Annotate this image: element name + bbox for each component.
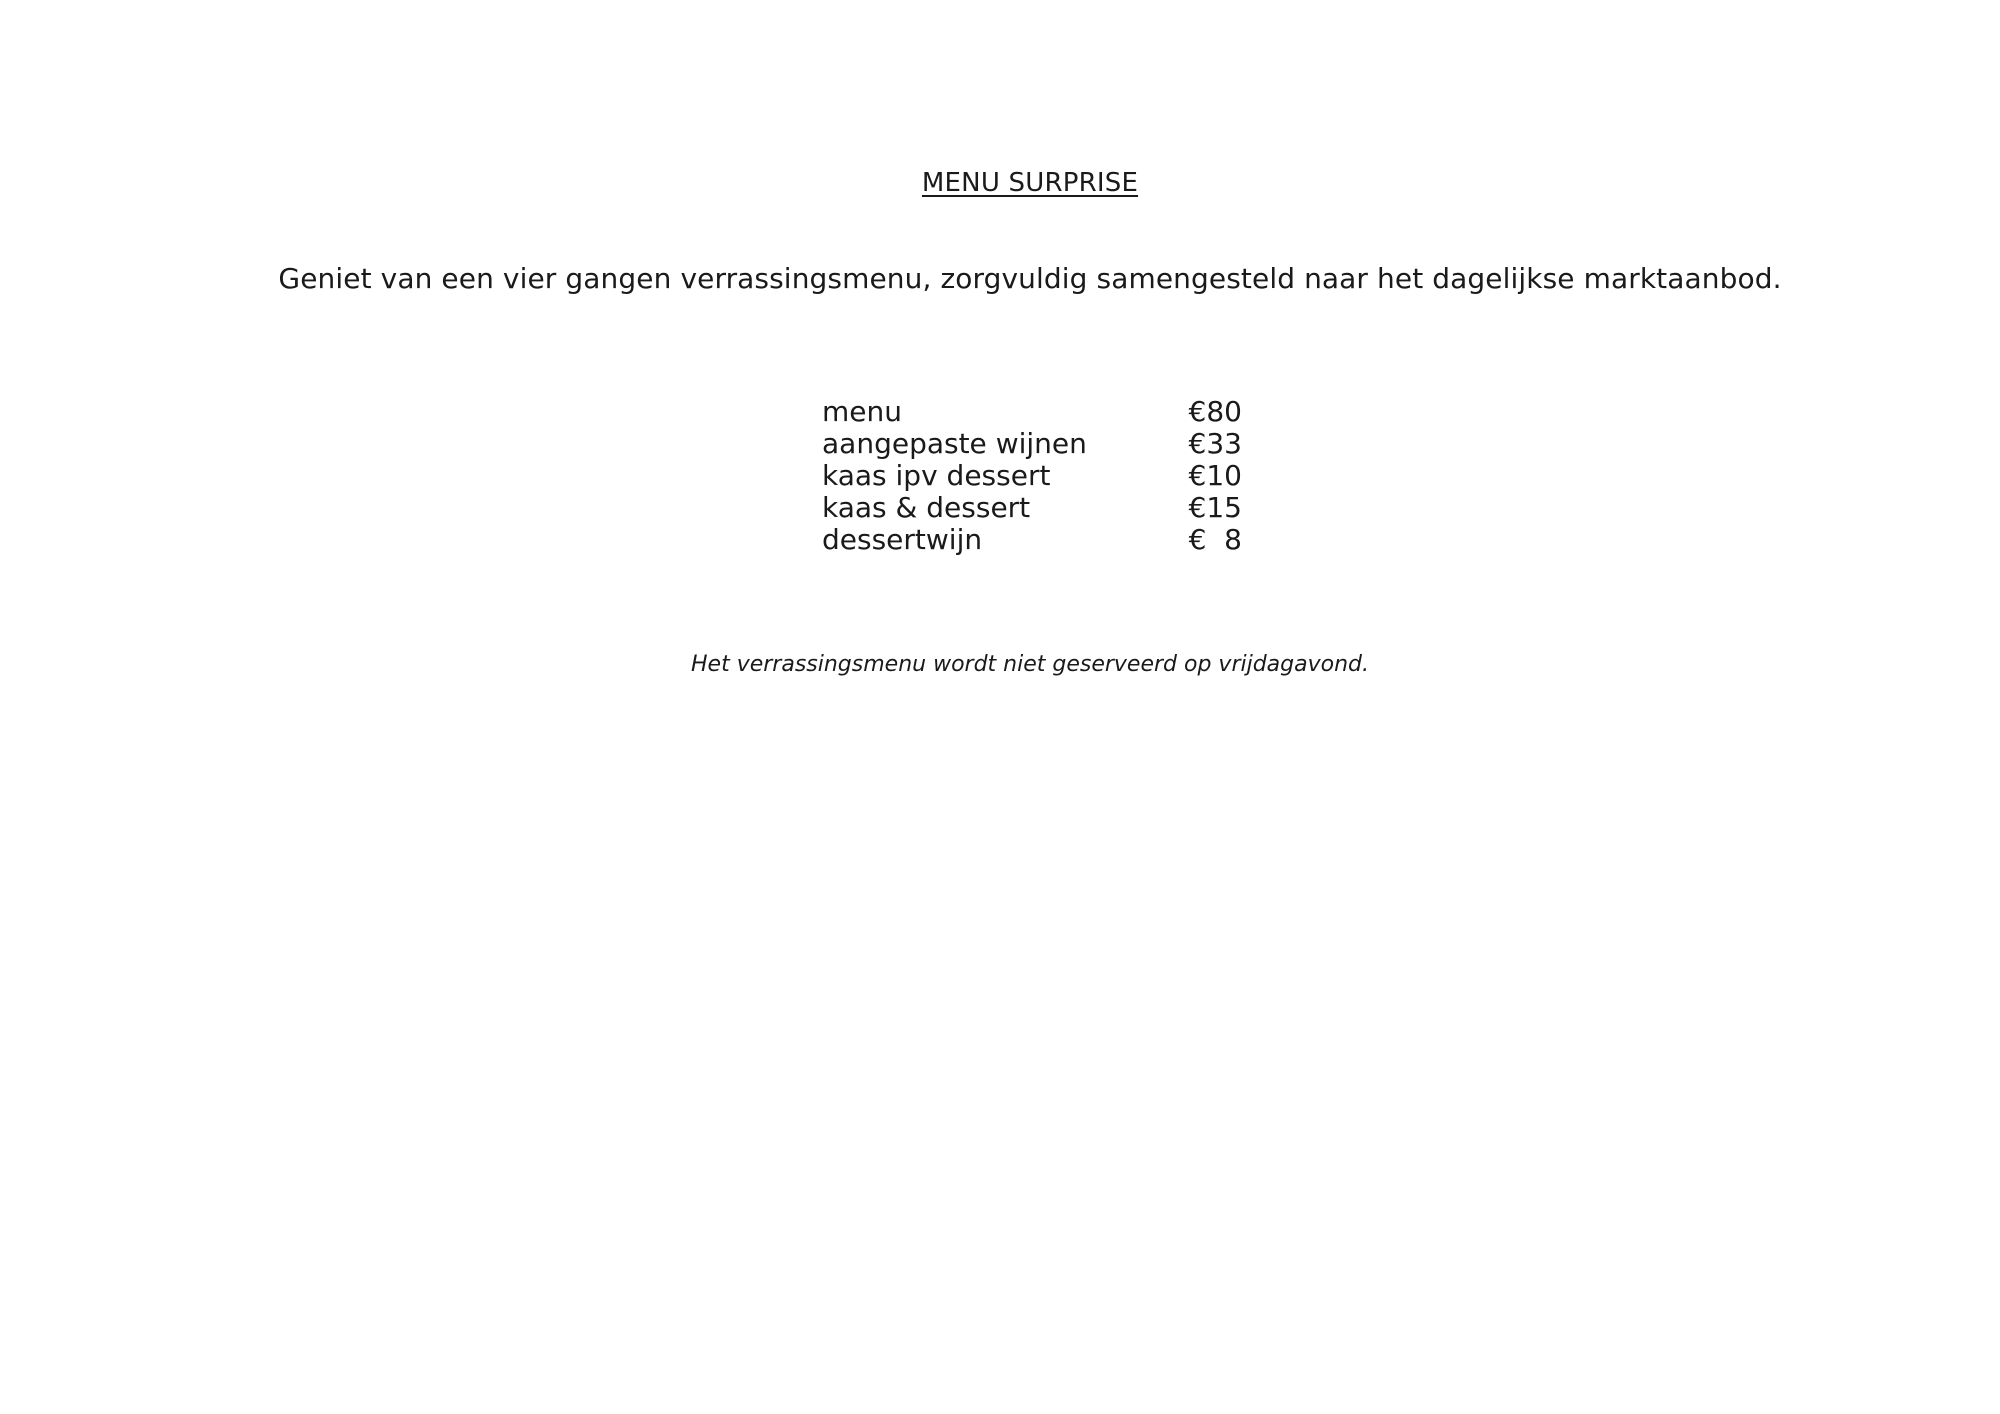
price-item-name: kaas & dessert: [822, 491, 1031, 524]
price-item-value: €33: [1188, 427, 1242, 460]
price-item-name: dessertwijn: [822, 523, 983, 556]
price-item-name: menu: [822, 395, 902, 428]
price-row-cheese-and-dessert: [822, 492, 1242, 524]
price-item-value: €80: [1188, 395, 1242, 428]
price-row-cheese-instead: [822, 460, 1242, 492]
intro-text: Geniet van een vier gangen verrassingsmenu, zorgvuldig samengesteld naar het dagelijkse marktaanbod.: [278, 262, 1782, 295]
price-list: [822, 396, 1242, 556]
price-row-dessert-wine: [822, 524, 1242, 556]
price-item-value: €15: [1188, 491, 1242, 524]
availability-note: Het verrassingsmenu wordt niet geserveerd op vrijdagavond.: [691, 652, 1369, 677]
price-item-name: aangepaste wijnen: [822, 427, 1087, 460]
price-row-menu: [822, 396, 1242, 428]
price-item-value: €10: [1188, 459, 1242, 492]
price-item-value: € 8: [1188, 523, 1242, 556]
price-row-wine-pairing: [822, 428, 1242, 460]
price-item-name: kaas ipv dessert: [822, 459, 1051, 492]
page-title: MENU SURPRISE: [921, 168, 1139, 198]
